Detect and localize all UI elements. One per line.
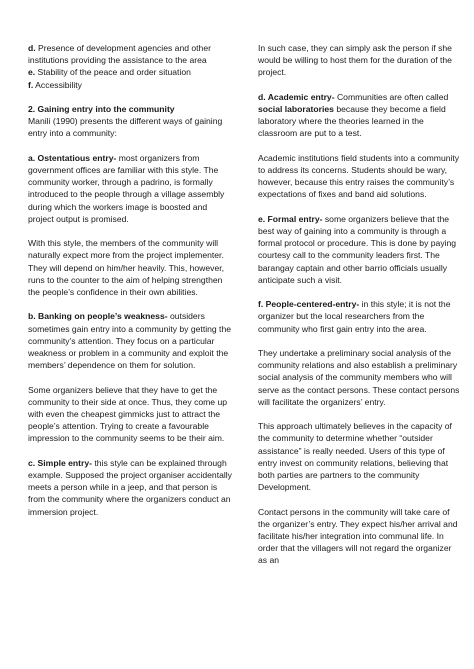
- right-column: [258, 42, 460, 567]
- paragraph-heading: b. Banking on people’s weakness-: [28, 311, 168, 322]
- paragraph-heading: d. Academic entry-: [258, 91, 335, 102]
- list-item-marker: e.: [28, 67, 36, 78]
- paragraph-ostentatious-entry: [28, 152, 233, 225]
- list-item-d: [28, 42, 233, 66]
- paragraph-banking-followup: Some organizers believe that they have to get the community to their side at once. Thus, they come up with even the cheapest gimmicks just to attract the people’s attention. Trying to create a favourable impression to the community seems to be their aim.: [28, 384, 228, 444]
- paragraph-academic-entry: [258, 91, 460, 140]
- list-item-marker: d.: [28, 43, 36, 53]
- paragraph-text: most organizers from government offices are familiar with this style. The community worker, through a padrino, is formally introduced to the people through a village assembly during which the workers image is boosted and project output is promised.: [28, 152, 225, 224]
- bold-phrase: social laboratories: [258, 104, 334, 114]
- list-item-f: [28, 79, 233, 91]
- paragraph-people-centered-followup: They undertake a preliminary social analysis of the community relations and also establish a preliminary social analysis of the community members who will serve as the contact persons. These contact persons will facilitate the organizers’ entry.: [258, 348, 460, 407]
- paragraph-formal-entry: [258, 213, 460, 286]
- paragraph-academic-followup: Academic institutions field students into a community to address its concerns. Students should be wary, however, because this entry raises the community’s expectations of fixes and band aid solutions.: [258, 152, 460, 200]
- paragraph-ostentatious-followup: With this style, the members of the community will naturally expect more from the project implementer. They will depend on him/her heavily. This, however, runs to the counter to the aim of helping strengthen the people’s confidence in their own abilities.: [28, 238, 225, 298]
- paragraph-text: because they become a field laboratory where the theories learned in the classroom are put to a test.: [258, 104, 446, 139]
- paragraph-contact-persons: Contact persons in the community will take care of the organizer’s entry. They expect his/her arrival and facilitate his/her integration into communal life. In order that the villagers will not regard the organizer as an: [258, 506, 458, 566]
- paragraph-people-centered-entry: [258, 298, 460, 335]
- list-item-marker: f.: [28, 79, 34, 90]
- paragraph-banking-entry: [28, 310, 233, 371]
- section-heading: 2. Gaining entry into the community: [28, 104, 175, 114]
- list-item-text: Accessibility: [33, 79, 82, 90]
- paragraph-simple-entry: [28, 457, 233, 518]
- section-intro: Manili (1990) presents the different ways of gaining entry into a community:: [28, 116, 223, 139]
- paragraph-heading: e. Formal entry-: [258, 213, 323, 224]
- list-item-text: Presence of development agencies and other institutions providing the assistance to the area: [28, 43, 211, 66]
- paragraph-heading: a. Ostentatious entry-: [28, 152, 117, 163]
- left-column: [28, 42, 233, 530]
- paragraph-text: Communities are often called: [334, 91, 449, 102]
- paragraph-text: outsiders sometimes gain entry into a community by getting the community’s attention. They focus on a particular weakness or problem in a community and exploit the members’ dependence on them for solution.: [28, 311, 232, 371]
- paragraph-text: in this style; it is not the organizer but the local researchers from the community who first gain entry into the area.: [258, 299, 451, 334]
- list-item-text: Stability of the peace and order situation: [35, 67, 191, 78]
- section-gaining-entry: [28, 103, 233, 140]
- paragraph-heading: c. Simple entry-: [28, 457, 92, 468]
- paragraph-text: this style can be explained through example. Supposed the project organiser accidentally meets a person while in a jeep, and that person is from the community where the organizers conduct an immersion project.: [28, 457, 232, 517]
- list-item-e: [28, 66, 233, 78]
- paragraph-simple-continued: In such case, they can simply ask the person if she would be willing to host them for the duration of the project.: [258, 43, 452, 78]
- paragraph-heading: f. People-centered-entry-: [258, 299, 360, 310]
- paragraph-text: some organizers believe that the best way of gaining into a community is through a formal protocol or procedure. This is done by paying courtesy call to the community leaders first. The barangay captain and other barrio officials usually anticipate such a visit.: [258, 213, 457, 285]
- paragraph-approach: This approach ultimately believes in the capacity of the community to determine whether “outsider assistance” is really needed. Users of this type of entry invest on community relations, believing that both parties are partners to the community Development.: [258, 421, 452, 493]
